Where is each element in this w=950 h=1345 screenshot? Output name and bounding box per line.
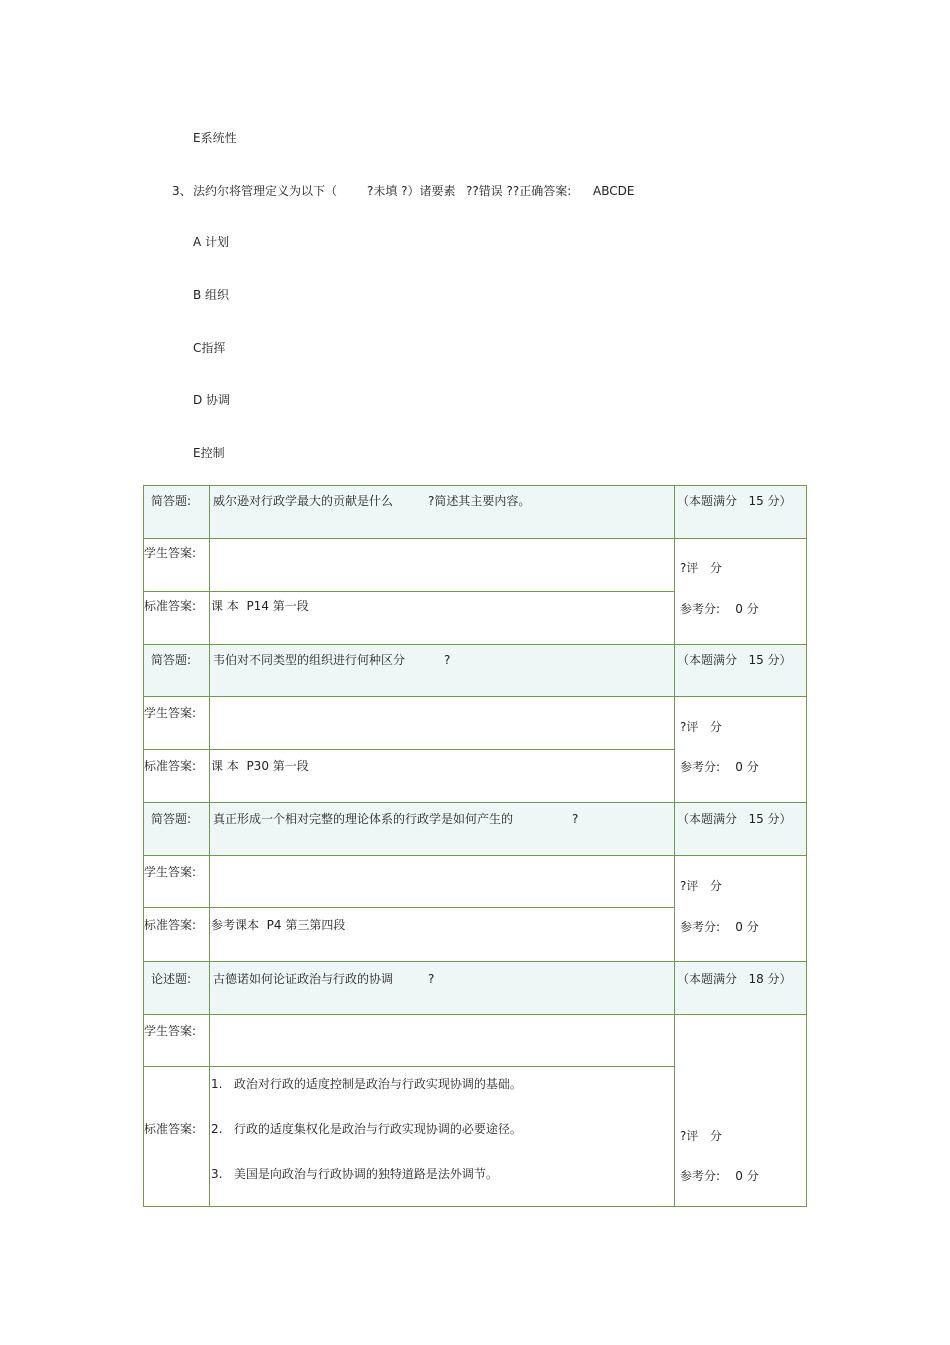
question-3-option-a: A 计划	[193, 235, 230, 249]
question-3-result: ??错误 ??正确答案:	[466, 184, 572, 198]
question-3-option-b: B 组织	[193, 288, 230, 302]
question-4-standard-label: 标准答案:	[144, 1122, 197, 1136]
question-2-student-answer[interactable]	[213, 703, 668, 743]
question-1-student-answer[interactable]	[213, 545, 668, 585]
question-4-standard-item-1: 1. 政治对行政的适度控制是政治与行政实现协调的基础。	[211, 1077, 522, 1091]
question-2-standard-label: 标准答案:	[144, 759, 197, 773]
row-line-2	[143, 591, 675, 592]
row-line-9	[143, 961, 807, 962]
question-2-text-tail: ?	[444, 653, 451, 667]
row-line-3	[143, 644, 807, 645]
option-e-systematic: E系统性	[193, 131, 237, 145]
question-1-text: 威尔逊对行政学最大的贡献是什么	[213, 494, 394, 508]
question-4-text: 古德诺如何论证政治与行政的协调	[213, 972, 394, 986]
row-line-10	[143, 1014, 807, 1015]
question-1-full-score: （本题满分 15 分）	[677, 494, 792, 508]
question-3-status: ?未填 ?）诸要素	[367, 184, 456, 198]
question-3-grade: ?评 分	[680, 879, 722, 893]
question-1-grade: ?评 分	[680, 561, 722, 575]
question-2-type: 简答题:	[151, 653, 192, 667]
question-3-stem: 法约尔将管理定义为以下（	[193, 184, 338, 198]
question-3-option-c: C指挥	[193, 341, 226, 355]
question-3-standard-answer: 参考课本 P4 第三第四段	[211, 918, 346, 932]
table-divider-label	[209, 485, 210, 1207]
question-3-ref-score: 参考分: 0 分	[680, 920, 759, 934]
row-line-6	[143, 802, 807, 803]
question-2-grade: ?评 分	[680, 720, 722, 734]
question-3-standard-label: 标准答案:	[144, 918, 197, 932]
question-3-text: 真正形成一个相对完整的理论体系的行政学是如何产生的	[213, 812, 514, 826]
question-4-student-answer[interactable]	[213, 1021, 668, 1061]
question-3-option-d: D 协调	[193, 393, 231, 407]
question-2-student-label: 学生答案:	[144, 706, 197, 720]
question-1-standard-answer: 课 本 P14 第一段	[211, 599, 309, 613]
question-3-student-answer[interactable]	[213, 862, 668, 902]
header-bg-4	[144, 962, 806, 1014]
row-line-5	[143, 749, 675, 750]
table-border-bottom	[143, 1206, 807, 1207]
question-3-type: 简答题:	[151, 812, 192, 826]
question-3-stem-line	[0, 183, 950, 279]
question-1-type: 简答题:	[151, 494, 192, 508]
question-4-standard-item-3: 3. 美国是向政治与行政协调的独特道路是法外调节。	[211, 1167, 498, 1181]
question-1-ref-score: 参考分: 0 分	[680, 602, 759, 616]
row-line-11	[143, 1066, 675, 1067]
question-1-student-label: 学生答案:	[144, 546, 197, 560]
question-2-ref-score: 参考分: 0 分	[680, 760, 759, 774]
row-line-8	[143, 907, 675, 908]
question-3-option-e: E控制	[193, 446, 225, 460]
question-3-number: 3、	[172, 184, 192, 198]
question-3-correct-answer: ABCDE	[593, 184, 635, 198]
question-3-full-score: （本题满分 15 分）	[677, 812, 792, 826]
question-2-text: 韦伯对不同类型的组织进行何种区分	[213, 653, 406, 667]
question-2-full-score: （本题满分 15 分）	[677, 653, 792, 667]
table-border-left	[143, 485, 144, 1207]
question-1-standard-label: 标准答案:	[144, 599, 197, 613]
row-line-1	[143, 538, 807, 539]
table-border-right	[806, 485, 807, 1207]
table-border-top	[143, 485, 807, 486]
question-4-grade: ?评 分	[680, 1129, 722, 1143]
question-4-student-label: 学生答案:	[144, 1024, 197, 1038]
question-4-ref-score: 参考分: 0 分	[680, 1169, 759, 1183]
table-divider-score	[674, 485, 675, 1207]
question-1-text-tail: ?简述其主要内容。	[428, 494, 531, 508]
row-line-7	[143, 855, 807, 856]
question-2-standard-answer: 课 本 P30 第一段	[211, 759, 309, 773]
row-line-4	[143, 696, 807, 697]
question-4-type: 论述题:	[151, 972, 192, 986]
question-4-standard-item-2: 2. 行政的适度集权化是政治与行政实现协调的必要途径。	[211, 1122, 522, 1136]
question-4-text-tail: ?	[428, 972, 435, 986]
question-3-student-label: 学生答案:	[144, 865, 197, 879]
question-4-full-score: （本题满分 18 分）	[677, 972, 792, 986]
question-3-text-tail: ?	[572, 812, 579, 826]
question-table	[143, 485, 807, 1207]
